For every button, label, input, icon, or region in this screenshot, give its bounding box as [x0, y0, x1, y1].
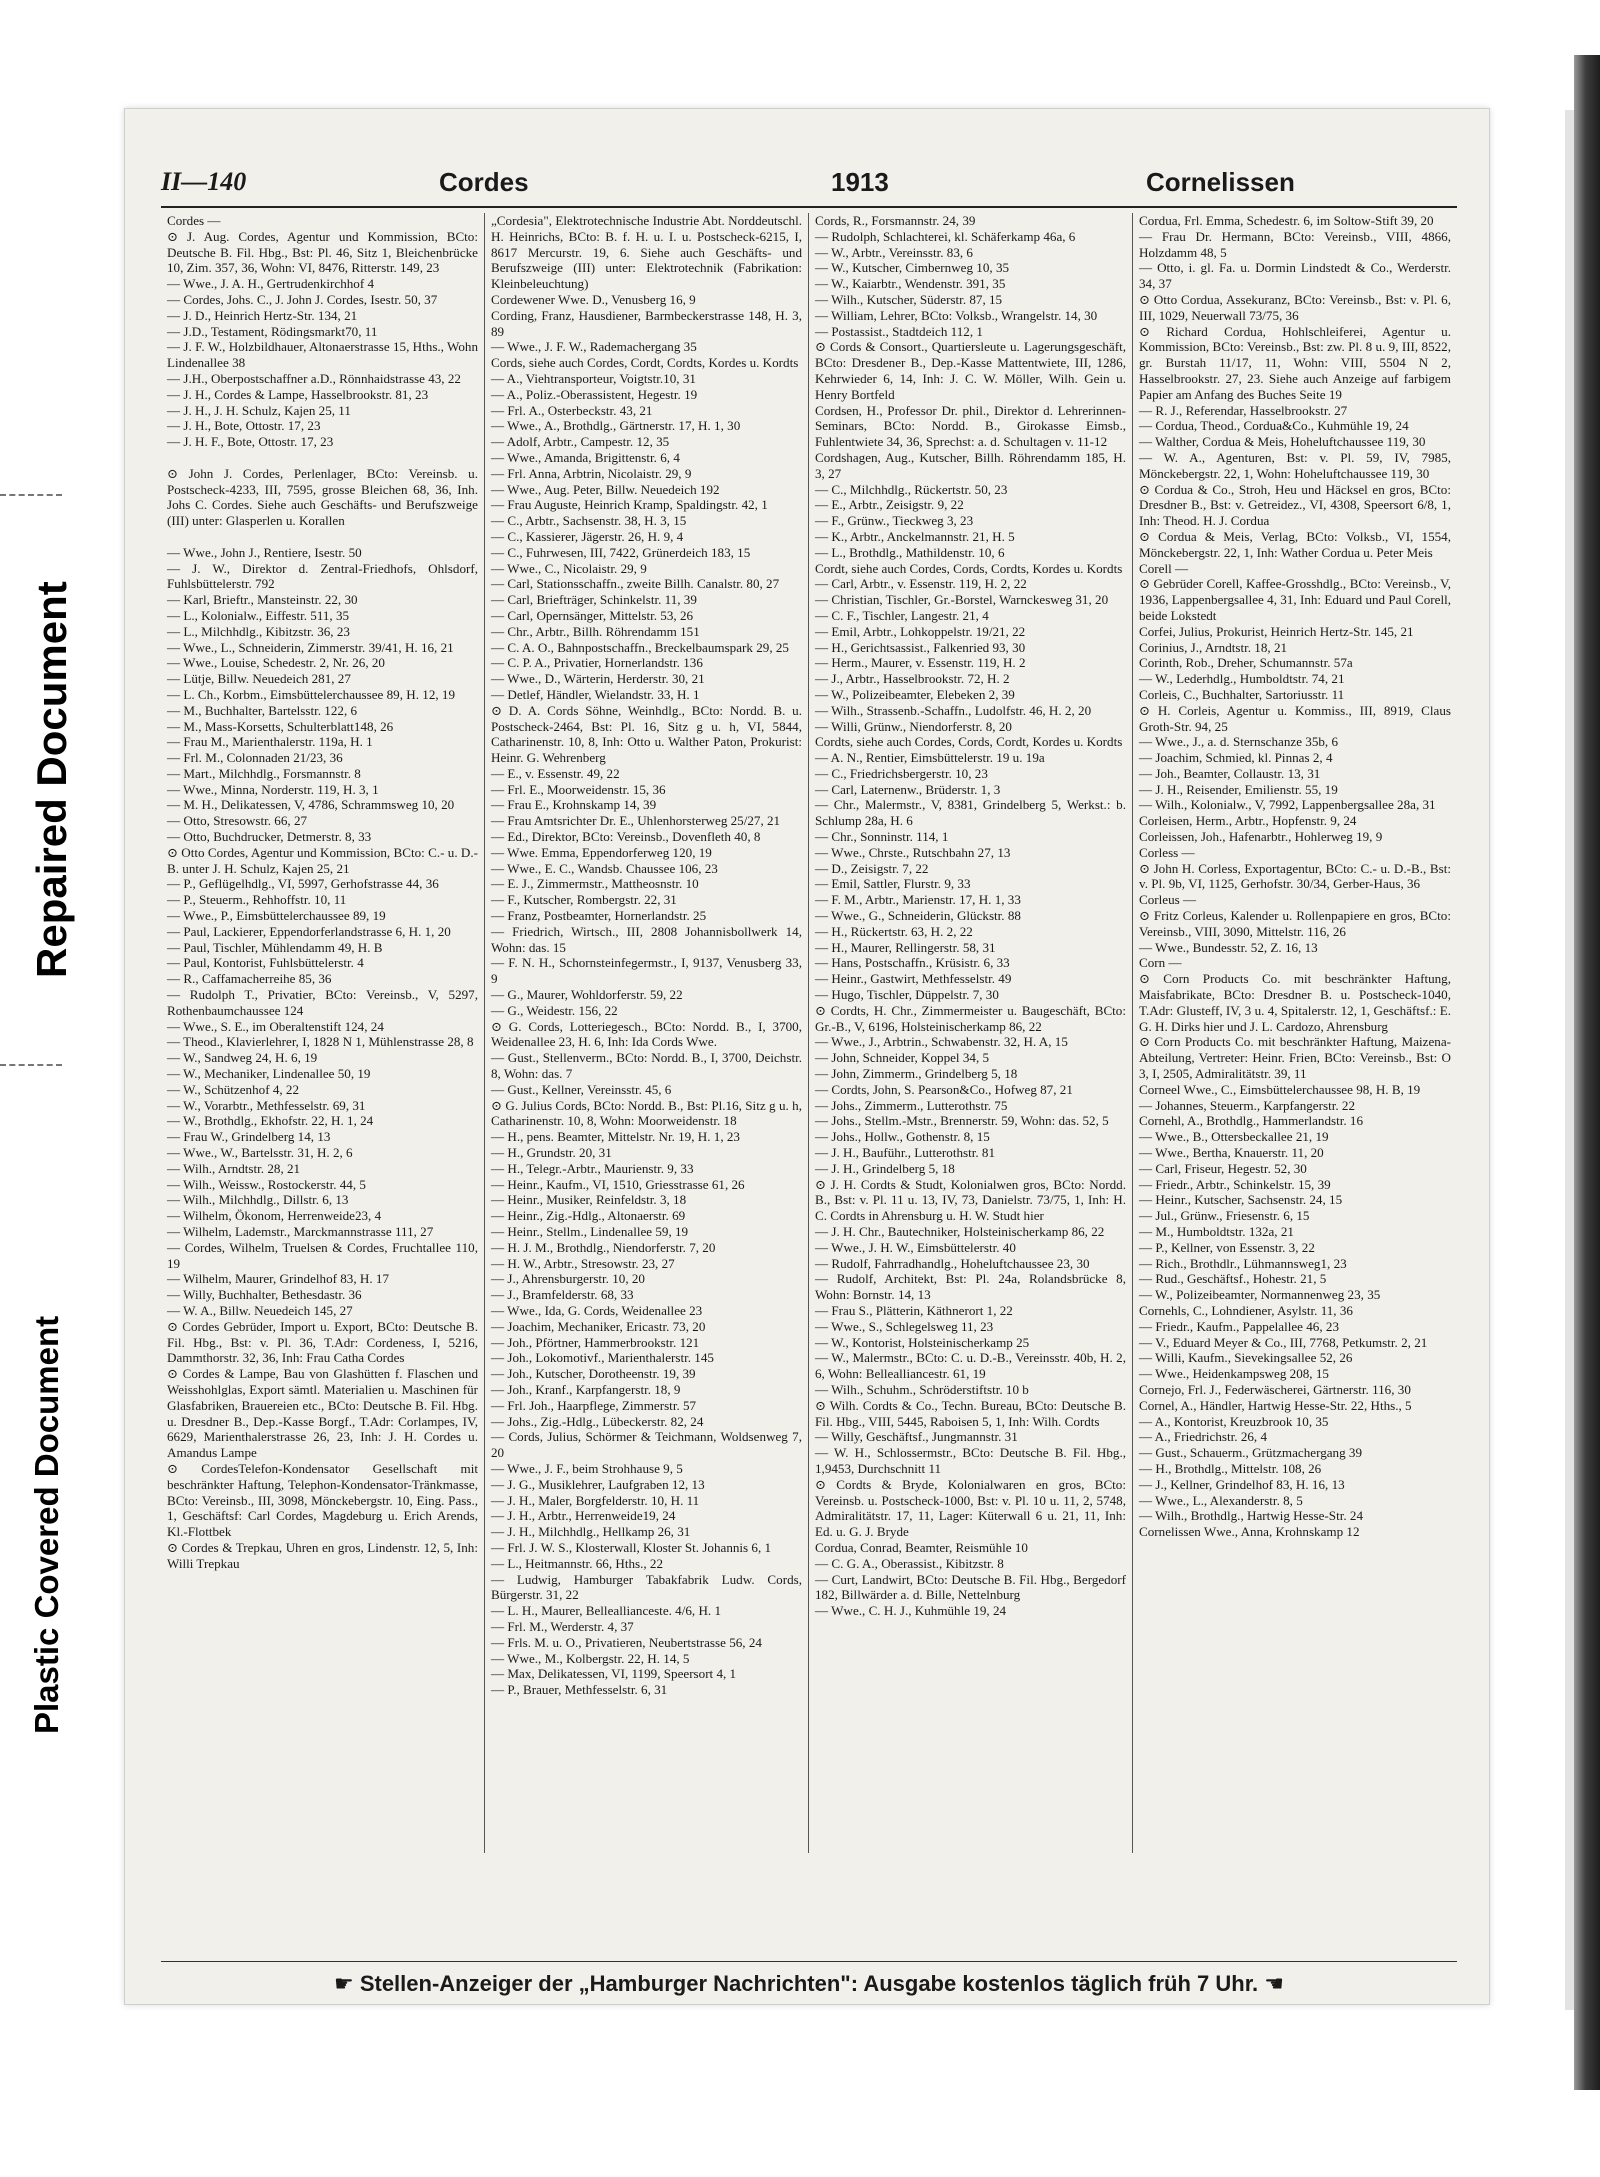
column-1 — [161, 213, 485, 1853]
header-first-entry: Cordes — [439, 167, 529, 197]
separator-mark — [0, 1064, 62, 1066]
column-text: Cords, R., Forsmannstr. 24, 39 — Rudolph, Schlachterei, kl. Schäferkamp 46a, 6 — W., Arbtr., Vereinsstr. 83, 6 — W., Kutscher, Cimbernweg 10, 35 — W., Kaiarbtr., Wendenstr. 391, 35 — Wilh., Kutscher, Süderstr. 87, 15 — William, Lehrer, BCto: Volksb., Wrangelstr. 14, 30 — Postassist., Stadtdeich 112, 1 ⊙ Cords & Consort., Quartiersleute u. Lagerungsgeschäft, BCto: Dresdener B., Dep.-Kasse Mattentwiete, III, 1286, Kehrwieder 6, 14, Inh: J. C. W. Möller, Wilh. Gein u. Henry Bortfeld Cordsen, H., Professor Dr. phil., Direktor d. Lehrerinnen-Seminars, BCto: Nordd. B., Girokasse Eimsb., Fuhlentwiete 34, 36, Sprechst: a. d. Schultagen v. 11-12 Cordshagen, Aug., Kutscher, Billh. Röhrendamm 185, H. 3, 27 — C., Milchhdlg., Rückertstr. 50, 23 — E., Arbtr., Zeisigstr. 9, 22 — F., Grünw., Tieckweg 3, 23 — K., Arbtr., Anckelmannstr. 21, H. 5 — L., Brothdlg., Mathildenstr. 10, 6 Cordt, siehe auch Cordes, Cords, Cordts, Kordes u. Kordts — Carl, Arbtr., v. Essenstr. 119, H. 2, 22 — Christian, Tischler, Gr.-Borstel, Warnckesweg 31, 20 — C. F., Tischler, Langestr. 21, 4 — Emil, Arbtr., Lohkoppelstr. 19/21, 22 — H., Gerichtsassist., Falkenried 93, 30 — Herm., Maurer, v. Essenstr. 119, H. 2 — J., Arbtr., Hasselbrookstr. 72, H. 2 — W., Polizeibeamter, Elebeken 2, 39 — Wilh., Strassenb.-Schaffn., Ludolfstr. 46, H. 2, 20 — Willi, Grünw., Niendorferstr. 8, 20 Cordts, siehe auch Cordes, Cords, Cordt, Kordes u. Kordts — A. N., Rentier, Eimsbüttelerstr. 19 u. 19a — C., Friedrichsbergerstr. 10, 23 — Carl, Laternenw., Brüderstr. 1, 3 — Chr., Malermstr., V, 8381, Grindelberg 5, Werkst.: b. Schlump 28a, H. 6 — Chr., Sonninstr. 114, 1 — Wwe., Chrste., Rutschbahn 27, 13 — D., Zeisigstr. 7, 22 — Emil, Sattler, Flurstr. 9, 33 — F. M., Arbtr., Marienstr. 17, H. 1, 33 — Wwe., G., Schneiderin, Glückstr. 88 — H., Rückertstr. 63, H. 2, 22 — H., Maurer, Rellingerstr. 58, 31 — Hans, Postschaffn., Krüsistr. 6, 33 — Heinr., Gastwirt, Methfesselstr. 49 — Hugo, Tischler, Düppelstr. 7, 30 ⊙ Cordts, H. Chr., Zimmermeister u. Baugeschäft, BCto: Gr.-B., V, 6196, Holsteinischerkamp 86, 22 — Wwe., J., Arbtrin., Schwabenstr. 32, H. A, 15 — John, Schneider, Koppel 34, 5 — John, Zimmerm., Grindelberg 5, 18 — Cordts, John, S. Pearson&Co., Hofweg 87, 21 — Johs., Zimmerm., Lutterothstr. 75 — Johs., Stellm.-Mstr., Brennerstr. 59, Wohn: das. 52, 5 — Johs., Hollw., Gothenstr. 8, 15 — J. H., Bauführ., Lutterothstr. 81 — J. H., Grindelberg 5, 18 ⊙ J. H. Cordts & Studt, Kolonialwen gros, BCto: Nordd. B., Bst: v. Pl. 11 u. 13, IV, 73, Danielstr. 73/75, 1, Inh: H. C. Cordts in Ahrensburg u. H. W. Studt hier — J. H. Chr., Bautechniker, Holsteinischerkamp 86, 22 — Wwe., J. H. W., Eimsbüttelerstr. 40 — Rudolf, Fahrradhandlg., Hoheluftchaussee 23, 30 — Rudolf, Architekt, Bst: Pl. 24a, Rolandsbrücke 8, Wohn: Bornstr. 14, 13 — Frau S., Plätterin, Käthnerort 1, 22 — Wwe., S., Schlegelsweg 11, 23 — W., Kontorist, Holsteinischerkamp 25 — W., Malermstr., BCto: C. u. D.-B., Vereinsstr. 40b, H. 2, 6, Wohn: Bellealliancestr. 61, 19 — Wilh., Schuhm., Schröderstiftstr. 10 b ⊙ Wilh. Cordts & Co., Techn. Bureau, BCto: Deutsche B. Fil. Hbg., VIII, 5445, Raboisen 5, 1, Inh: Wilh. Cordts — Willy, Geschäftsf., Jungmannstr. 31 — W. H., Schlossermstr., BCto: Deutsche B. Fil. Hbg., 1,9453, Durchschnitt 11 ⊙ Cordts & Bryde, Kolonialwaren en gros, BCto: Vereinsb. u. Postscheck-1000, Bst: v. Pl. 10 u. 11, 2, 5748, Admiralitätstr. 17, 11, Lager: Küterwall 6 u. 21, 11, Inh: Ed. u. G. J. Bryde Cordua, Conrad, Beamter, Reismühle 10 — C. G. A., Oberassist., Kibitzstr. 8 — Curt, Landwirt, BCto: Deutsche B. Fil. Hbg., Bergedorf 182, Billwärder a. d. Bille, Nettelnburg — Wwe., C. H. J., Kuhmühle 19, 24 — [815, 213, 1126, 1619]
column-4 — [1133, 213, 1457, 1853]
column-3 — [809, 213, 1133, 1853]
book-edge — [1565, 110, 1574, 2010]
header-year: 1913 — [831, 167, 889, 197]
repaired-document-label: Repaired Document — [28, 581, 75, 979]
header-last-entry: Cornelissen — [1146, 167, 1295, 197]
footer-advertisement: ☛ Stellen-Anzeiger der „Hamburger Nachrichten": Ausgabe kostenlos täglich früh 7 Uhr. ☚ — [333, 1971, 1285, 1996]
page-number: II—140 — [161, 167, 247, 196]
directory-columns — [161, 213, 1457, 1853]
footer-rule — [161, 1961, 1457, 1962]
page-header — [161, 167, 1461, 201]
column-text: Cordua, Frl. Emma, Schedestr. 6, im Soltow-Stift 39, 20 — Frau Dr. Hermann, BCto: Vereinsb., VIII, 4866, Holzdamm 48, 5 — Otto, i. gl. Fa. u. Dormin Lindstedt & Co., Werderstr. 34, 37 ⊙ Otto Cordua, Assekuranz, BCto: Vereinsb., Bst: v. Pl. 6, III, 1029, Neuerwall 73/75, 36 ⊙ Richard Cordua, Hohlschleiferei, Agentur u. Kommission, BCto: Vereinsb., Bst: zw. Pl. 8 u. 9, III, 8522, gr. Burstah 11/17, 11, Wohn: VIII, 5504 N 2, Hasselbrookstr. 27, 23. Siehe auch Anzeige auf farbigem Papier am Anfang des Buches Seite 19 — R. J., Referendar, Hasselbrookstr. 27 — Cordua, Theod., Cordua&Co., Kuhmühle 19, 24 — Walther, Cordua & Meis, Hoheluftchaussee 119, 30 — W. A., Agenturen, Bst: v. Pl. 59, IV, 7985, Mönckebergstr. 22, 1, Wohn: Hoheluftchaussee 119, 30 ⊙ Cordua & Co., Stroh, Heu und Häcksel en gros, BCto: Dresdner B., Bst: v. Getreidez., VI, 4308, Speersort 6/8, 1, Inh: Theod. H. J. Cordua ⊙ Cordua & Meis, Verlag, BCto: Volksb., VI, 1554, Mönckebergstr. 22, 1, Inh: Wather Cordua u. Peter Meis Corell — ⊙ Gebrüder Corell, Kaffee-Grosshdlg., BCto: Vereinsb., V, 1936, Lappenbergsallee 4, 31, Inh: Eduard und Paul Corell, beide Lokstedt Corfei, Julius, Prokurist, Heinrich Hertz-Str. 145, 21 Corinius, J., Arndtstr. 18, 21 Corinth, Rob., Dreher, Schumannstr. 57a — W., Lederhdlg., Humboldtstr. 74, 21 Corleis, C., Buchhalter, Sartoriusstr. 11 ⊙ H. Corleis, Agentur u. Kommiss., III, 8919, Claus Groth-Str. 94, 25 — Wwe., J., a. d. Sternschanze 35b, 6 — Joachim, Schmied, kl. Pinnas 2, 4 — Joh., Beamter, Collaustr. 13, 31 — J. H., Reisender, Emilienstr. 55, 19 — Wilh., Kolonialw., V, 7992, Lappenbergsallee 28a, 31 Corleisen, Herm., Arbtr., Hopfenstr. 9, 24 Corleissen, Joh., Hafenarbtr., Hohlerweg 19, 9 Corless — ⊙ John H. Corless, Exportagentur, BCto: C.- u. D.-B., Bst: v. Pl. 9b, VI, 1125, Gerhofstr. 30/34, Gerber-Haus, 36 Corleus — ⊙ Fritz Corleus, Kalender u. Rollenpapiere en gros, BCto: Vereinsb., VIII, 3090, Mittelstr. 116, 26 — Wwe., Bundesstr. 52, Z. 16, 13 Corn — ⊙ Corn Products Co. mit beschränkter Haftung, Maisfabrikate, BCto: Dresdner B. u. Postscheck-1040, T.Adr: Glusteff, IV, 3 u. 4, Spitalerstr. 12, 1, Geschäftsf.: E. G. H. Dirks hier und J. L. Cardozo, Ahrensburg ⊙ Corn Products Co. mit beschränkter Haftung, Maizena-Abteilung, Vertreter: Heinr. Frien, BCto: Vereinsb., Bst: O 3, I, 2505, Admiralitätstr. 39, 11 Corneel Wwe., C., Eimsbüttelerchaussee 98, H. B, 19 — Johannes, Steuerm., Karpfangerstr. 22 Cornehl, A., Brothdlg., Hammerlandstr. 16 — Wwe., B., Ottersbeckallee 21, 19 — Wwe., Bertha, Knauerstr. 11, 20 — Carl, Friseur, Hegestr. 52, 30 — Friedr., Arbtr., Schinkelstr. 15, 39 — Heinr., Kutscher, Sachsenstr. 24, 15 — Jul., Grünw., Friesenstr. 6, 15 — M., Humboldtstr. 132a, 21 — P., Kellner, von Essenstr. 3, 22 — Rich., Brothdlr., Lühmannsweg1, 23 — Rud., Geschäftsf., Hohestr. 21, 5 — W., Polizeibeamter, Normannenweg 23, 35 Cornehls, C., Lohndiener, Asylstr. 11, 36 — Friedr., Kaufm., Pappelallee 46, 23 — V., Eduard Meyer & Co., III, 7768, Petkumstr. 2, 21 — Willi, Kaufm., Sievekingsallee 52, 26 — Wwe., Heidenkampsweg 208, 15 Cornejo, Frl. J., Federwäscherei, Gärtnerstr. 116, 30 Cornel, A., Händler, Hartwig Hesse-Str. 22, Hths., 5 — A., Kontorist, Kreuzbrook 10, 35 — A., Friedrichstr. 26, 4 — Gust., Schauerm., Grützmachergang 39 — H., Brothdlg., Mittelstr. 108, 26 — J., Kellner, Grindelhof 83, H. 16, 13 — Wwe., L., Alexanderstr. 8, 5 — Wilh., Brothdlg., Hartwig Hesse-Str. 24 Cornelissen Wwe., Anna, Krohnskamp 12 — [1139, 213, 1451, 1540]
header-rule — [161, 206, 1457, 208]
plastic-covered-document-label: Plastic Covered Document — [28, 1315, 65, 1735]
directory-page — [124, 108, 1490, 2005]
column-2 — [485, 213, 809, 1853]
column-text: „Cordesia", Elektrotechnische Industrie Abt. Norddeutschl. H. Heinrichs, BCto: B. f. H. u. I. u. Postscheck-6215, I, 8617 Mercurstr. 19, 6. Siehe auch Geschäfts- und Berufszweige (III) unter: Elektrotechnik (Fabrikation: Kleinbeleuchtung) Cordewener Wwe. D., Venusberg 16, 9 Cording, Franz, Hausdiener, Barmbeckerstrasse 148, H. 3, 89 — Wwe., J. F. W., Rademachergang 35 Cords, siehe auch Cordes, Cordt, Cordts, Kordes u. Kordts — A., Viehtransporteur, Voigtstr.10, 31 — A., Poliz.-Oberassistent, Hegestr. 19 — Frl. A., Osterbeckstr. 43, 21 — Wwe., A., Brothdlg., Gärtnerstr. 17, H. 1, 30 — Adolf, Arbtr., Campestr. 12, 35 — Wwe., Amanda, Brigittenstr. 6, 4 — Frl. Anna, Arbtrin, Nicolaistr. 29, 9 — Wwe., Aug. Peter, Billw. Neuedeich 192 — Frau Auguste, Heinrich Kramp, Spaldingstr. 42, 1 — C., Arbtr., Sachsenstr. 38, H. 3, 15 — C., Kassierer, Jägerstr. 26, H. 9, 4 — C., Fuhrwesen, III, 7422, Grünerdeich 183, 15 — Wwe., C., Nicolaistr. 29, 9 — Carl, Stationsschaffn., zweite Billh. Canalstr. 80, 27 — Carl, Briefträger, Schinkelstr. 11, 39 — Carl, Opernsänger, Mittelstr. 53, 26 — Chr., Arbtr., Billh. Röhrendamm 151 — C. A. O., Bahnpostschaffn., Breckelbaumspark 29, 25 — C. P. A., Privatier, Hornerlandstr. 136 — Wwe., D., Wärterin, Herderstr. 30, 21 — Detlef, Händler, Wielandstr. 33, H. 1 ⊙ D. A. Cords Söhne, Weinhdlg., BCto: Nordd. B. u. Postscheck-2464, Bst: Pl. 16, Sitz g u. h, VI, 5844, Catharinenstr. 10, 8, Inh: Otto u. Walther Paton, Prokurist: Heinr. G. Wehrenberg — E., v. Essenstr. 49, 22 — Frl. E., Moorweidenstr. 15, 36 — Frau E., Krohnskamp 14, 39 — Frau Amtsrichter Dr. E., Uhlenhorsterweg 25/27, 21 — Ed., Direktor, BCto: Vereinsb., Dovenfleth 40, 8 — Wwe. Emma, Eppendorferweg 120, 19 — Wwe., E. C., Wandsb. Chaussee 106, 23 — E. J., Zimmermstr., Mattheosnstr. 10 — F., Kutscher, Rombergstr. 22, 31 — Franz, Postbeamter, Hornerlandstr. 25 — Friedrich, Wirtsch., III, 2808 Johannisbollwerk 14, Wohn: das. 15 — F. N. H., Schornsteinfegermstr., I, 9137, Venusberg 33, 9 — G., Maurer, Wohldorferstr. 59, 22 — G., Weidestr. 156, 22 ⊙ G. Cords, Lotteriegesch., BCto: Nordd. B., I, 3700, Weidenallee 23, H. 6, Inh: Ida Cords Wwe. — Gust., Stellenverm., BCto: Nordd. B., I, 3700, Deichstr. 8, Wohn: das. 7 — Gust., Kellner, Vereinsstr. 45, 6 ⊙ G. Julius Cords, BCto: Nordd. B., Bst: Pl.16, Sitz g u. h, Catharinenstr. 10, 8, Wohn: Moorweidenstr. 18 — H., pens. Beamter, Mittelstr. Nr. 19, H. 1, 23 — H., Grundstr. 20, 31 — H., Telegr.-Arbtr., Maurienstr. 9, 33 — Heinr., Kaufm., VI, 1510, Griesstrasse 61, 26 — Heinr., Musiker, Reinfeldstr. 3, 18 — Heinr., Zig.-Hdlg., Altonaerstr. 69 — Heinr., Stellm., Lindenallee 59, 19 — H. J. M., Brothdlg., Niendorferstr. 7, 20 — H. W., Arbtr., Stresowstr. 23, 27 — J., Ahrensburgerstr. 10, 20 — J., Bramfelderstr. 68, 33 — Wwe., Ida, G. Cords, Weidenallee 23 — Joachim, Mechaniker, Ericastr. 73, 20 — Joh., Pförtner, Hammerbrookstr. 121 — Joh., Lokomotivf., Marienthalerstr. 145 — Joh., Kutscher, Dorotheenstr. 19, 39 — Joh., Kranf., Karpfangerstr. 18, 9 — Frl. Joh., Haarpflege, Zimmerstr. 57 — Johs., Zig.-Hdlg., Lübeckerstr. 82, 24 — Cords, Julius, Schörmer & Teichmann, Woldsenweg 7, 20 — Wwe., J. F., beim Strohhause 9, 5 — J. G., Musiklehrer, Laufgraben 12, 13 — J. H., Maler, Borgfelderstr. 10, H. 11 — J. H., Arbtr., Herrenweide19, 24 — J. H., Milchhdlg., Hellkamp 26, 31 — Frl. J. W. S., Klosterwall, Kloster St. Johannis 6, 1 — L., Heitmannstr. 66, Hths., 22 — Ludwig, Hamburger Tabakfabrik Ludw. Cords, Bürgerstr. 31, 22 — L. H., Maurer, Belleallianceste. 4/6, H. 1 — Frl. M., Werderstr. 4, 37 — Frls. M. u. O., Privatieren, Neubertstrasse 56, 24 — Wwe., M., Kolbergstr. 22, H. 14, 5 — Max, Delikatessen, VI, 1199, Speersort 4, 1 — P., Brauer, Methfesselstr. 6, 31 — [491, 213, 802, 1698]
column-text: Cordes — ⊙ J. Aug. Cordes, Agentur und Kommission, BCto: Deutsche B. Fil. Hbg., Bst: Pl. 46, Sitz 1, Bleichenbrücke 10, Zim. 357, 36, Wohn: VI, 8476, Ritterstr. 149, 23 — Wwe., J. A. H., Gertrudenkirchhof 4 — Cordes, Johs. C., J. John J. Cordes, Isestr. 50, 37 — J. D., Heinrich Hertz-Str. 134, 21 — J.D., Testament, Rödingsmarkt70, 11 — J. F. W., Holzbildhauer, Altonaerstrasse 15, Hths., Wohn Lindenallee 38 — J.H., Oberpostschaffner a.D., Rönnhaidstrasse 43, 22 — J. H., Cordes & Lampe, Hasselbrookstr. 81, 23 — J. H., J. H. Schulz, Kajen 25, 11 — J. H., Bote, Ottostr. 17, 23 — J. H. F., Bote, Ottostr. 17, 23 ⊙ John J. Cordes, Perlenlager, BCto: Vereinsb. u. Postscheck-4233, III, 7595, grosse Bleichen 68, 36, Inh. Johs C. Cordes. Siehe auch Geschäfts- und Berufszweige (III) unter: Glasperlen u. Korallen — Wwe., John J., Rentiere, Isestr. 50 — J. W., Direktor d. Zentral-Friedhofs, Ohlsdorf, Fuhlsbüttelerstr. 792 — Karl, Brieftr., Mansteinstr. 22, 30 — L., Kolonialw., Eiffestr. 511, 35 — L., Milchhdlg., Kibitzstr. 36, 23 — Wwe., L., Schneiderin, Zimmerstr. 39/41, H. 16, 21 — Wwe., Louise, Schedestr. 2, Nr. 26, 20 — Lütje, Billw. Neuedeich 281, 27 — L. Ch., Korbm., Eimsbüttelerchaussee 89, H. 12, 19 — M., Buchhalter, Bartelsstr. 122, 6 — M., Mass-Korsetts, Schulterblatt148, 26 — Frau M., Marienthalerstr. 119a, H. 1 — Frl. M., Colonnaden 21/23, 36 — Mart., Milchhdlg., Forsmannstr. 8 — Wwe., Minna, Norderstr. 119, H. 3, 1 — M. H., Delikatessen, V, 4786, Schrammsweg 10, 20 — Otto, Stresowstr. 66, 27 — Otto, Buchdrucker, Detmerstr. 8, 33 ⊙ Otto Cordes, Agentur und Kommission, BCto: C.- u. D.-B. unter J. H. Schulz, Kajen 25, 21 — P., Geflügelhdlg., VI, 5997, Gerhofstrasse 44, 36 — P., Steuerm., Rehhoffstr. 10, 11 — Wwe., P., Eimsbüttelerchaussee 89, 19 — Paul, Lackierer, Eppendorferlandstrasse 6, H. 1, 20 — Paul, Tischler, Mühlendamm 49, H. B — Paul, Kontorist, Fuhlsbüttelerstr. 4 — R., Caffamacherreihe 85, 36 — Rudolph T., Privatier, BCto: Vereinsb., V, 5297, Rothenbaumchaussee 124 — Wwe., S. E., im Oberaltenstift 124, 24 — Theod., Klavierlehrer, I, 1828 N 1, Mühlenstrasse 28, 8 — W., Sandweg 24, H. 6, 19 — W., Mechaniker, Lindenallee 50, 19 — W., Schützenhof 4, 22 — W., Vorarbtr., Methfesselstr. 69, 31 — W., Brothdlg., Ekhofstr. 22, H. 1, 24 — Frau W., Grindelberg 14, 13 — Wwe., W., Bartelsstr. 31, H. 2, 6 — Wilh., Arndtstr. 28, 21 — Wilh., Weissw., Rostockerstr. 44, 5 — Wilh., Milchhdlg., Dillstr. 6, 13 — Wilhelm, Ökonom, Herrenweide23, 4 — Wilhelm, Lademstr., Marckmannstrasse 111, 27 — Cordes, Wilhelm, Truelsen & Cordes, Fruchtallee 110, 19 — Wilhelm, Maurer, Grindelhof 83, H. 17 — Willy, Buchhalter, Bethesdastr. 36 — W. A., Billw. Neuedeich 145, 27 ⊙ Cordes Gebrüder, Import u. Export, BCto: Deutsche B. Fil. Hbg., Bst: v. Pl. 36, T.Adr: Cordeness, I, 5216, Dammthorstr. 32, 36, Inh: Frau Catha Cordes ⊙ Cordes & Lampe, Bau von Glashütten f. Flaschen und Weisshohlglas, Export sämtl. Materialien u. Maschinen für Glasfabriken, Brauereien etc., BCto: Deutsche B. Fil. Hbg. u. Dresdner B., Dep.-Kasse Borgf., T.Adr: Corlampes, IV, 6629, Marienthalerstrasse 26, 23, Inh: J. H. Cordes u. Amandus Lampe ⊙ CordesTelefon-Kondensator Gesellschaft mit beschränkter Haftung, Telephon-Kondensator-Tränkmasse, BCto: Vereinsb., III, 3098, Mönckebergstr. 10, Eing. Pass., 1, Geschäftsf: Carl Cordes, Magdeburg u. Erich Arends, Kl.-Flottbek ⊙ Cordes & Trepkau, Uhren en gros, Lindenstr. 12, 5, Inh: Willi Trepkau — [167, 213, 478, 1571]
book-spine — [1574, 55, 1600, 2090]
separator-mark — [0, 494, 62, 496]
